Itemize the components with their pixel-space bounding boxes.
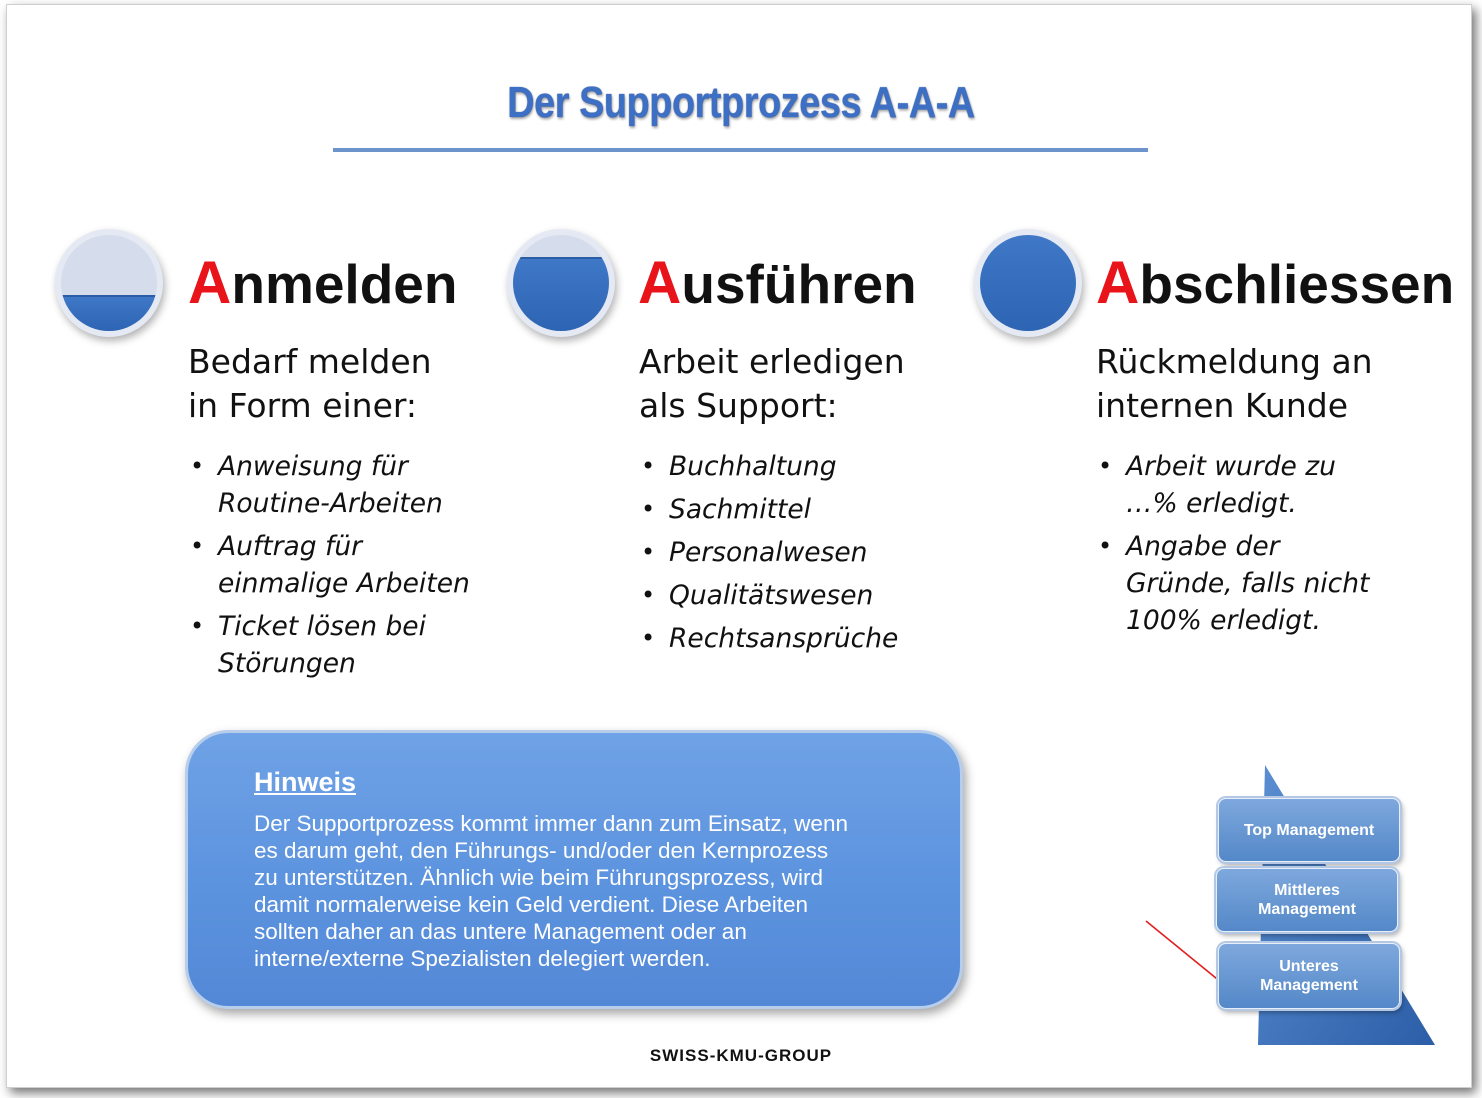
pyramid-label: Management (1258, 901, 1356, 918)
subheading-line: als Support: (639, 386, 838, 425)
pyramid-level-middle (1216, 868, 1398, 932)
subheading-abschliessen (1096, 340, 1373, 428)
list-item (1098, 448, 1369, 522)
list-item (641, 577, 898, 614)
list-item (641, 620, 898, 657)
hinweis-text (254, 810, 934, 972)
list-item (641, 534, 898, 571)
heading-anmelden (188, 248, 458, 317)
pyramid-label: Management (1260, 977, 1358, 994)
heading-rest: usführen (681, 253, 917, 315)
progress-fill-anmelden (61, 295, 157, 331)
hinweis-line: damit normalerweise kein Geld verdient. Diese Arbeiten (254, 892, 809, 917)
bullet-line: Störungen (218, 648, 356, 679)
pyramid-label: Mittleres (1274, 882, 1340, 899)
bullet-line: einmalige Arbeiten (218, 568, 470, 599)
bullet-list-anmelden (190, 448, 470, 682)
heading-initial: A (638, 249, 682, 316)
bullet-line: • Rechtsansprüche (669, 623, 899, 654)
page-title: Der Supportprozess A-A-A (507, 78, 975, 127)
hinweis-line: Der Supportprozess kommt immer dann zum Einsatz, wenn (254, 811, 848, 836)
heading-abschliessen (1096, 248, 1454, 317)
bullet-line: • Ticket lösen bei (218, 611, 426, 642)
list-item (641, 491, 898, 528)
bullet-line: • Personalwesen (669, 537, 868, 568)
bullet-line: Gründe, falls nicht (1126, 568, 1370, 599)
subheading-line: internen Kunde (1096, 386, 1349, 425)
bullet-line: • Sachmittel (669, 494, 812, 525)
progress-fill-abschliessen (980, 235, 1076, 331)
hinweis-line: interne/externe Spezialisten delegiert werden. (254, 946, 711, 971)
bullet-line: • Buchhaltung (669, 451, 837, 482)
progress-circle-ausfuehren (513, 235, 609, 331)
pyramid-level-top (1218, 798, 1400, 862)
pyramid-label: Top Management (1243, 821, 1375, 839)
heading-ausfuehren (638, 248, 917, 317)
hinweis-title: Hinweis (254, 767, 357, 797)
bullet-line: • Qualitätswesen (669, 580, 874, 611)
title-underline (333, 148, 1148, 152)
bullet-line: • Arbeit wurde zu (1126, 451, 1336, 482)
heading-initial: A (188, 249, 232, 316)
list-item (190, 448, 470, 522)
pyramid-level-lower (1218, 943, 1400, 1009)
heading-rest: nmelden (231, 253, 458, 315)
list-item (641, 448, 898, 485)
hinweis-line: zu unterstützen. Ähnlich wie beim Führungsprozess, wird (254, 865, 824, 890)
bullet-line: …% erledigt. (1126, 488, 1297, 519)
progress-circle-abschliessen (980, 235, 1076, 331)
subheading-line: Bedarf melden (188, 342, 432, 381)
heading-rest: bschliessen (1139, 253, 1455, 315)
bullet-list-ausfuehren (641, 448, 898, 657)
bullet-line: • Auftrag für (218, 531, 363, 562)
progress-fill-ausfuehren (513, 257, 609, 331)
bullet-line: • Angabe der (1126, 531, 1280, 562)
bullet-line: 100% erledigt. (1126, 605, 1321, 636)
list-item (190, 608, 470, 682)
hinweis-line: sollten daher an das untere Management oder an (254, 919, 747, 944)
subheading-line: Arbeit erledigen (639, 342, 905, 381)
list-item (1098, 528, 1369, 639)
bullet-list-abschliessen (1098, 448, 1369, 639)
subheading-ausfuehren (639, 340, 905, 428)
list-item (190, 528, 470, 602)
subheading-line: in Form einer: (188, 386, 417, 425)
heading-initial: A (1096, 249, 1140, 316)
subheading-anmelden (188, 340, 432, 428)
pyramid-label: Unteres (1279, 958, 1339, 975)
hinweis-line: es darum geht, den Führungs- und/oder den Kernprozess (254, 838, 829, 863)
bullet-line: Routine-Arbeiten (218, 488, 443, 519)
subheading-line: Rückmeldung an (1096, 342, 1373, 381)
footer-brand: SWISS-KMU-GROUP (649, 1046, 833, 1065)
progress-circle-anmelden (61, 235, 157, 331)
bullet-line: • Anweisung für (218, 451, 408, 482)
